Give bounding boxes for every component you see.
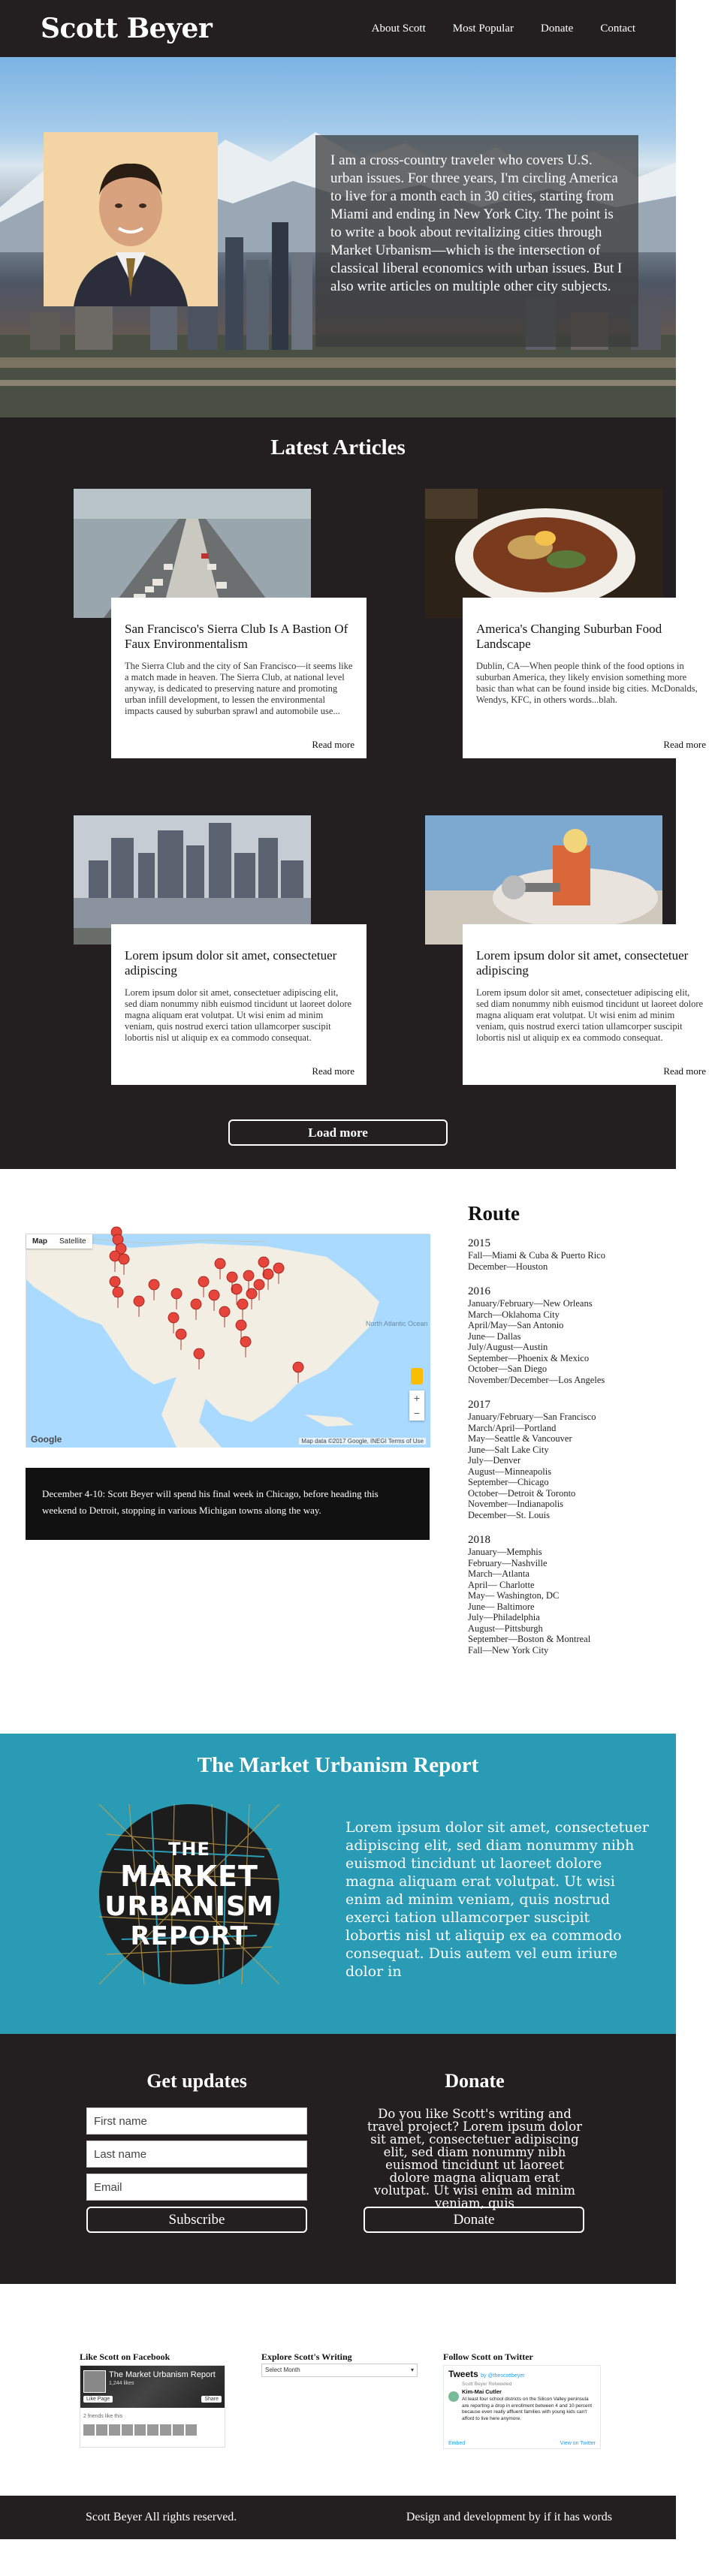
twitter-widget-header [444,2366,600,2379]
article-card[interactable] [425,815,718,1085]
twitter-handle[interactable]: by @thescottbeyer [481,2373,525,2379]
tweet-text: At least four school districts on the Silicon Valley peninsula are reporting a drop in enrollment between 4 and 10 percent because even really affluent families with young kids can't afford to live here anymore. [462,2397,593,2421]
map-ocean-label: North Atlantic Ocean [366,1320,428,1327]
logo-word: REPORT [130,1921,249,1951]
twitter-widget-footer [448,2441,596,2446]
map-canvas[interactable] [26,1234,430,1448]
top-bar [0,0,676,57]
archive-month-select[interactable] [261,2364,418,2377]
article-card-body [111,924,367,1085]
facebook-widget[interactable] [80,2365,225,2448]
route-entry: October—San Diego [468,1363,548,1374]
latest-articles-section [0,417,706,1169]
route-year: 2016 [468,1285,490,1297]
author-portrait [44,132,218,306]
avatar[interactable] [109,2424,120,2436]
load-more-button[interactable]: Load more [228,1119,448,1146]
read-more-link[interactable]: Read more [663,1065,706,1077]
route-entry: May— Washington, DC [468,1590,560,1601]
updates-donate-section [0,2034,676,2284]
article-title[interactable]: Lorem ipsum dolor sit amet, consectetuer adipiscing [125,948,337,978]
facebook-heading: Like Scott on Facebook [80,2352,170,2362]
market-urbanism-logo[interactable] [99,1804,279,1984]
map-zoom-control [409,1390,424,1421]
chevron-down-icon: ▾ [410,2367,414,2373]
nav-donate[interactable]: Donate [541,22,574,35]
facebook-share-button[interactable]: Share [201,2396,222,2403]
hero-banner [0,57,676,417]
facebook-likes-count: 1,244 likes [109,2381,134,2386]
twitter-widget[interactable] [443,2365,601,2449]
route-entry: October—Detroit & Toronto [468,1487,576,1499]
read-more-link[interactable]: Read more [312,1065,354,1077]
social-section [0,2284,676,2496]
route-entry: September—Chicago [468,1477,549,1487]
read-more-link[interactable]: Read more [663,739,706,750]
tweet-author[interactable]: Kim-Mai Cutler [462,2388,502,2395]
article-card[interactable] [425,489,718,758]
route-entry: January/February—San Francisco [468,1412,596,1422]
map-tab-map[interactable]: Map [32,1237,47,1246]
subscribe-button[interactable]: Subscribe [86,2207,307,2233]
report-title: The Market Urbanism Report [197,1753,479,1777]
route-entry: March—Atlanta [468,1568,529,1579]
route-entry: September—Boston & Montreal [468,1634,591,1644]
route-entry: July/August—Austin [468,1342,548,1352]
nav-most-popular[interactable]: Most Popular [452,22,514,35]
zoom-out-icon[interactable]: − [413,1407,421,1419]
route-entry: August—Pittsburgh [468,1622,543,1634]
route-entry: August—Minneapolis [468,1466,552,1477]
article-excerpt: Lorem ipsum dolor sit amet, consectetuer adipiscing elit, sed diam nonummy nibh euismod tincidunt ut laoreet dolore magna aliquam erat volutpat. Ut wisi enim ad minim veniam, quis nostrud exerci tation ullamcorper suscipit lobortis nisl ut aliquip ex ea commodo consequat. [125,987,352,1043]
nav-about[interactable]: About Scott [371,22,426,35]
route-year: 2018 [468,1534,490,1546]
avatar[interactable] [160,2424,171,2436]
article-card-body [111,598,367,758]
article-excerpt: Lorem ipsum dolor sit amet, consectetuer adipiscing elit, sed diam nonummy nibh euismod tincidunt ut laoreet dolore magna aliquam erat volutpat. Ut wisi enim ad minim veniam, quis nostrud exerci tation ullamcorper suscipit lobortis nisl ut aliquip ex ea commodo consequat. [476,987,704,1043]
route-entry: March—Oklahoma City [468,1309,560,1320]
article-title[interactable]: Lorem ipsum dolor sit amet, consectetuer adipiscing [476,948,689,978]
logo-word: MARKET [120,1860,258,1893]
article-title[interactable]: San Francisco's Sierra Club Is A Bastion Of Faux Environmentalism [125,622,348,651]
retweet-label: Scott Beyer Retweeted [462,2382,512,2387]
route-entry: May—Seattle & Vancouver [468,1433,572,1444]
avatar[interactable] [122,2424,133,2436]
route-entry: December—Houston [468,1261,548,1272]
route-entry: July—Philadelphia [468,1612,540,1622]
route-entry: Fall—Miami & Cuba & Puerto Rico [468,1250,605,1261]
route-entry: January—Memphis [468,1547,542,1557]
route-year: 2017 [468,1399,490,1411]
twitter-embed-link[interactable]: Embed [448,2441,466,2446]
email-field[interactable] [86,2174,307,2201]
article-excerpt: The Sierra Club and the city of San Francisco—it seems like a match made in heaven. The Sierra Club, at national level anyway, is dedicated to preserving nature and promoting urban infill development, to lessen the environmental impacts caused by suburban sprawl and automobile use... [125,661,353,716]
avatar[interactable] [96,2424,107,2436]
avatar[interactable] [186,2424,197,2436]
copyright-text: Scott Beyer All rights reserved. [86,2511,237,2523]
route-entry: June—Salt Lake City [468,1444,549,1455]
map-tab-satellite[interactable]: Satellite [59,1237,86,1246]
market-urbanism-section [0,1734,676,2034]
articles-grid [0,489,706,1085]
route-entry: February—Nashville [468,1557,548,1568]
facebook-friend-avatars [83,2424,197,2436]
route-map[interactable] [26,1234,430,1447]
article-card[interactable] [74,815,367,1085]
donate-button[interactable]: Donate [364,2207,584,2233]
facebook-friends-text: 2 friends like this [83,2414,123,2419]
map-type-tabs [26,1234,92,1249]
route-entry: April/May—San Antonio [468,1320,564,1330]
facebook-page-avatar[interactable] [83,2370,106,2393]
credits-text[interactable]: Design and development by if it has words [406,2511,612,2523]
tweet-author-avatar[interactable] [448,2391,459,2402]
article-card-body [463,598,718,758]
article-title[interactable]: America's Changing Suburban Food Landscape [476,622,662,651]
avatar[interactable] [147,2424,158,2436]
route-entry: April— Charlotte [468,1579,535,1590]
donate-text: Do you like Scott's writing and travel project? Lorem ipsum dolor sit amet, consectetuer adipiscing elit, sed diam nonummy nibh euismod tincidunt ut laoreet dolore magna aliquam erat volutpat. Ut wisi enim ad minim veniam, quis [367,2107,583,2210]
route-entry: November/December—Los Angeles [468,1374,605,1385]
route-entry: December—St. Louis [468,1509,551,1520]
google-logo: Google [31,1434,62,1445]
writing-heading: Explore Scott's Writing [261,2352,352,2362]
read-more-link[interactable]: Read more [312,739,354,750]
route-entry: June— Baltimore [468,1601,535,1612]
route-entry: January/February—New Orleans [468,1298,593,1309]
tweets-label: Tweets [448,2369,478,2379]
main-nav [372,23,635,35]
nav-contact[interactable]: Contact [600,22,635,35]
first-name-field[interactable] [86,2107,307,2135]
article-excerpt: Dublin, CA—When people think of the food options in suburban America, they likely envision something more basic than what can be found inside big cities. McDonalds, Wendys, KFC, in others words...blah. [476,661,698,705]
select-value: Select Month [265,2367,300,2373]
route-section [0,1169,676,1734]
avatar[interactable] [173,2424,184,2436]
zoom-in-icon[interactable]: + [413,1392,421,1404]
route-year: 2015 [468,1237,490,1249]
current-location-notice [26,1468,430,1540]
logo-word: URBANISM [104,1891,274,1922]
last-name-field[interactable] [86,2141,307,2168]
avatar[interactable] [83,2424,95,2436]
latest-articles-title: Latest Articles [270,435,406,459]
twitter-heading: Follow Scott on Twitter [443,2352,533,2362]
route-entry: June— Dallas [468,1330,521,1342]
site-footer [0,2496,676,2539]
route-entry: July—Denver [468,1455,521,1466]
route-entry: November—Indianapolis [468,1499,564,1509]
donate-title: Donate [445,2070,505,2092]
article-card[interactable] [74,489,367,758]
get-updates-title: Get updates [146,2070,247,2092]
site-logo[interactable]: Scott Beyer [41,13,213,44]
article-card-body [463,924,718,1085]
notice-text: December 4-10: Scott Beyer will spend his final week in Chicago, before heading this weekend to Detroit, stopping in various Michigan towns along the way. [42,1488,379,1516]
avatar[interactable] [134,2424,146,2436]
route-title: Route [468,1202,520,1225]
route-entry: Fall—New York City [468,1644,549,1656]
facebook-page-name[interactable]: The Market Urbanism Report [109,2370,216,2379]
logo-word: THE [168,1839,210,1860]
report-description: Lorem ipsum dolor sit amet, consectetuer adipiscing elit, sed diam nonummy nibh euismod tincidunt ut laoreet dolore magna aliquam erat volutpat. Ut wisi enim ad minim veniam, quis nostrud exerci tation ullamcorper suscipit lobortis nisl ut aliquip ex ea commodo consequat. Duis autem vel eum iriure dolor in [345,1819,649,1980]
street-view-pegman-icon[interactable] [411,1368,423,1384]
twitter-view-link[interactable]: View on Twitter [560,2441,596,2446]
facebook-like-button[interactable]: Like Page [83,2396,113,2403]
bio-panel [315,135,638,347]
route-entry: March/April—Portland [468,1422,557,1433]
route-entry: September—Phoenix & Mexico [468,1352,590,1363]
route-list [468,1202,663,1656]
map-attribution: Map data ©2017 Google, INEGI Terms of Use [299,1438,426,1445]
bio-text: I am a cross-country traveler who covers U.S. urban issues. For three years, I'm circling America to live for a month each in 30 cities, starting from Miami and ending in New York City. The point is to write a book about revitalizing cities through Market Urbanism—which is the intersection of classical liberal economics with urban issues. But I also write articles on multiple other city subjects. [330,152,623,294]
